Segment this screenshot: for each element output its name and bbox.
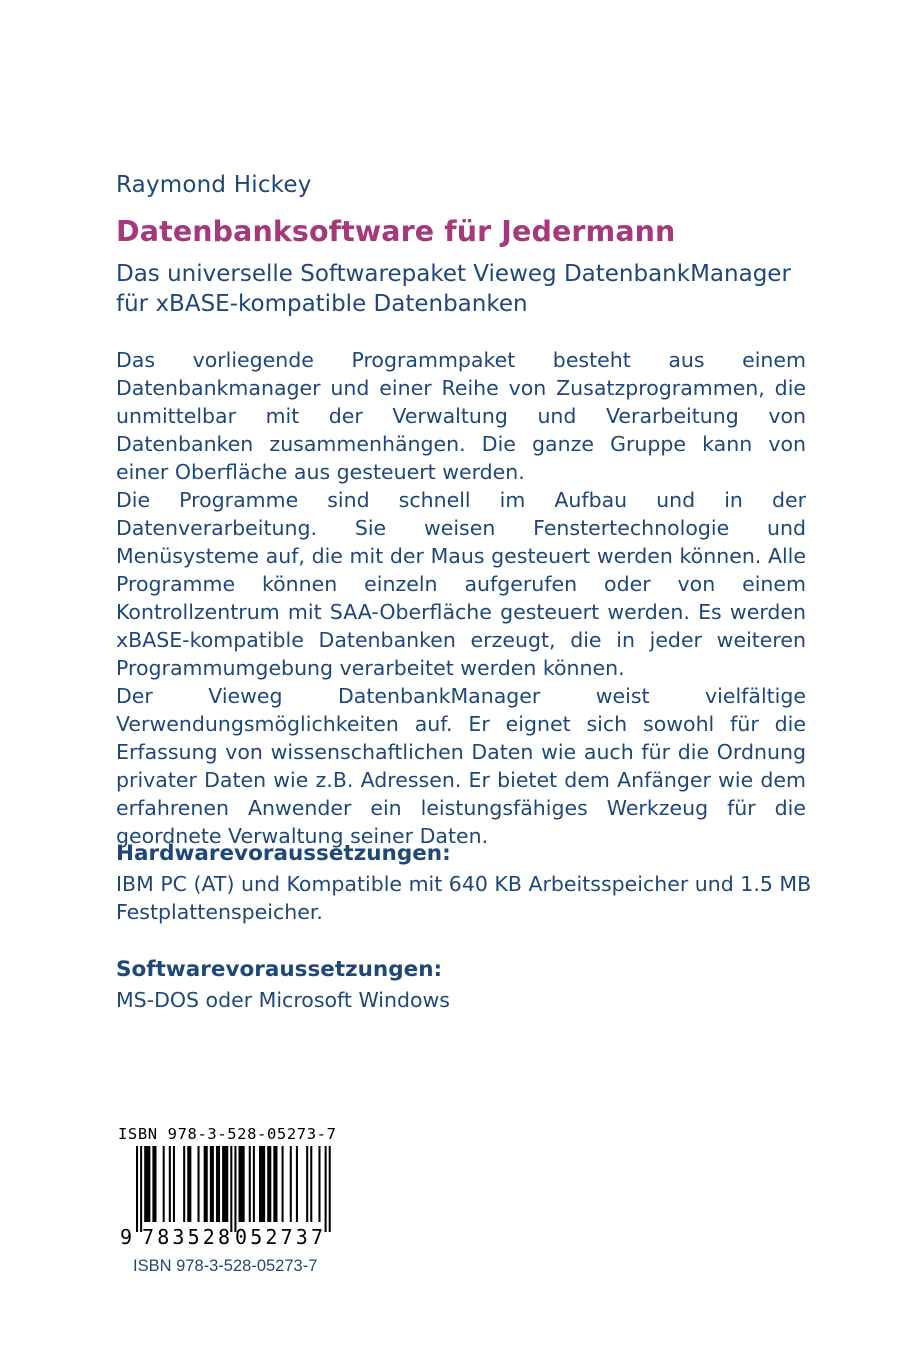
- barcode-isbn-label: ISBN 978-3-528-05273-7: [118, 1125, 337, 1143]
- barcode-bar: [234, 1146, 236, 1232]
- barcode-bar: [296, 1146, 298, 1222]
- barcode-bar: [183, 1146, 185, 1222]
- subtitle-line: Das universelle Softwarepaket Vieweg DatenbankManager: [116, 261, 791, 287]
- hardware-heading: Hardwarevoraussetzungen:: [116, 841, 451, 866]
- barcode-bar: [290, 1146, 292, 1222]
- software-heading: Softwarevoraussetzungen:: [116, 957, 443, 982]
- barcode-bar: [282, 1146, 284, 1222]
- barcode-bar: [198, 1146, 200, 1222]
- hardware-text-line: Festplattenspeicher.: [116, 900, 323, 924]
- description-paragraph: Das vorliegende Programmpaket besteht aus einem Datenbankmanager und einer Reihe von Zusatzprogrammen, die unmittelbar mit der Verwaltung und Verarbeitung von Datenbanken zusammenhängen. Die ganze Gruppe kann von einer Oberfläche aus gesteuert werden.: [116, 348, 806, 484]
- hardware-text-line: IBM PC (AT) und Kompatible mit 640 KB Arbeitsspeicher und 1.5 MB: [116, 872, 812, 896]
- barcode-bar: [210, 1146, 214, 1222]
- barcode-bar: [216, 1146, 220, 1222]
- barcode-bar: [249, 1146, 251, 1222]
- barcode-bar: [318, 1146, 320, 1222]
- barcode-bar: [163, 1146, 165, 1222]
- barcode-bar: [144, 1146, 150, 1222]
- barcode-bar: [310, 1146, 312, 1222]
- author-name: Raymond Hickey: [116, 172, 312, 198]
- barcode-bar: [267, 1146, 271, 1222]
- description-paragraph: Der Vieweg DatenbankManager weist vielfältige Verwendungsmöglichkeiten auf. Er eignet sich sowohl für die Erfassung von wissenschaftlichen Daten wie auch für die Ordnung privater Daten wie z.B. Adressen. Er bietet dem Anfänger wie dem erfahrenen Anwender ein leistungsfähiges Werkzeug für die geordnete Verwaltung seiner Daten.: [116, 684, 806, 848]
- barcode-digits-right: 052737: [235, 1225, 323, 1248]
- barcode-bar: [306, 1146, 308, 1222]
- software-text: MS-DOS oder Microsoft Windows: [116, 988, 450, 1012]
- barcode-digit-first: 9: [120, 1225, 133, 1248]
- barcode-bar: [273, 1146, 277, 1222]
- barcode-bar: [169, 1146, 171, 1222]
- barcode-bar: [259, 1146, 265, 1222]
- book-subtitle: [116, 259, 806, 319]
- description-paragraph: Die Programme sind schnell im Aufbau und in der Datenverarbeitung. Sie weisen Fenstertechnologie und Menüsysteme auf, die mit der Maus gesteuert werden können. Alle Programme können einzeln aufgerufen oder von einem Kontrollzentrum mit SAA-Oberfläche gesteuert werden. Es werden xBASE-kompatible Datenbanken erzeugt, die in jeder weiteren Programmumgebung verarbeitet werden können.: [116, 488, 806, 680]
- isbn-number: ISBN 978-3-528-05273-7: [133, 1257, 318, 1275]
- barcode-bar: [187, 1146, 191, 1222]
- barcode-digits-left: 783528: [142, 1225, 230, 1248]
- barcode-bar: [329, 1146, 331, 1232]
- hardware-text: [116, 870, 816, 926]
- barcode-bar: [140, 1146, 142, 1232]
- barcode-bar: [222, 1146, 228, 1222]
- barcode-bar: [204, 1146, 208, 1222]
- barcode-bar: [325, 1146, 327, 1232]
- subtitle-line: für xBASE-kompatible Datenbanken: [116, 291, 528, 317]
- barcode-bar: [152, 1146, 156, 1222]
- description: [116, 346, 806, 850]
- barcode-bar: [173, 1146, 175, 1222]
- barcode-bar: [239, 1146, 245, 1222]
- book-title: Datenbanksoftware für Jedermann: [116, 215, 676, 248]
- barcode-bar: [136, 1146, 138, 1232]
- barcode-bar: [253, 1146, 255, 1222]
- isbn-barcode: [118, 1146, 340, 1248]
- barcode-bar: [230, 1146, 232, 1232]
